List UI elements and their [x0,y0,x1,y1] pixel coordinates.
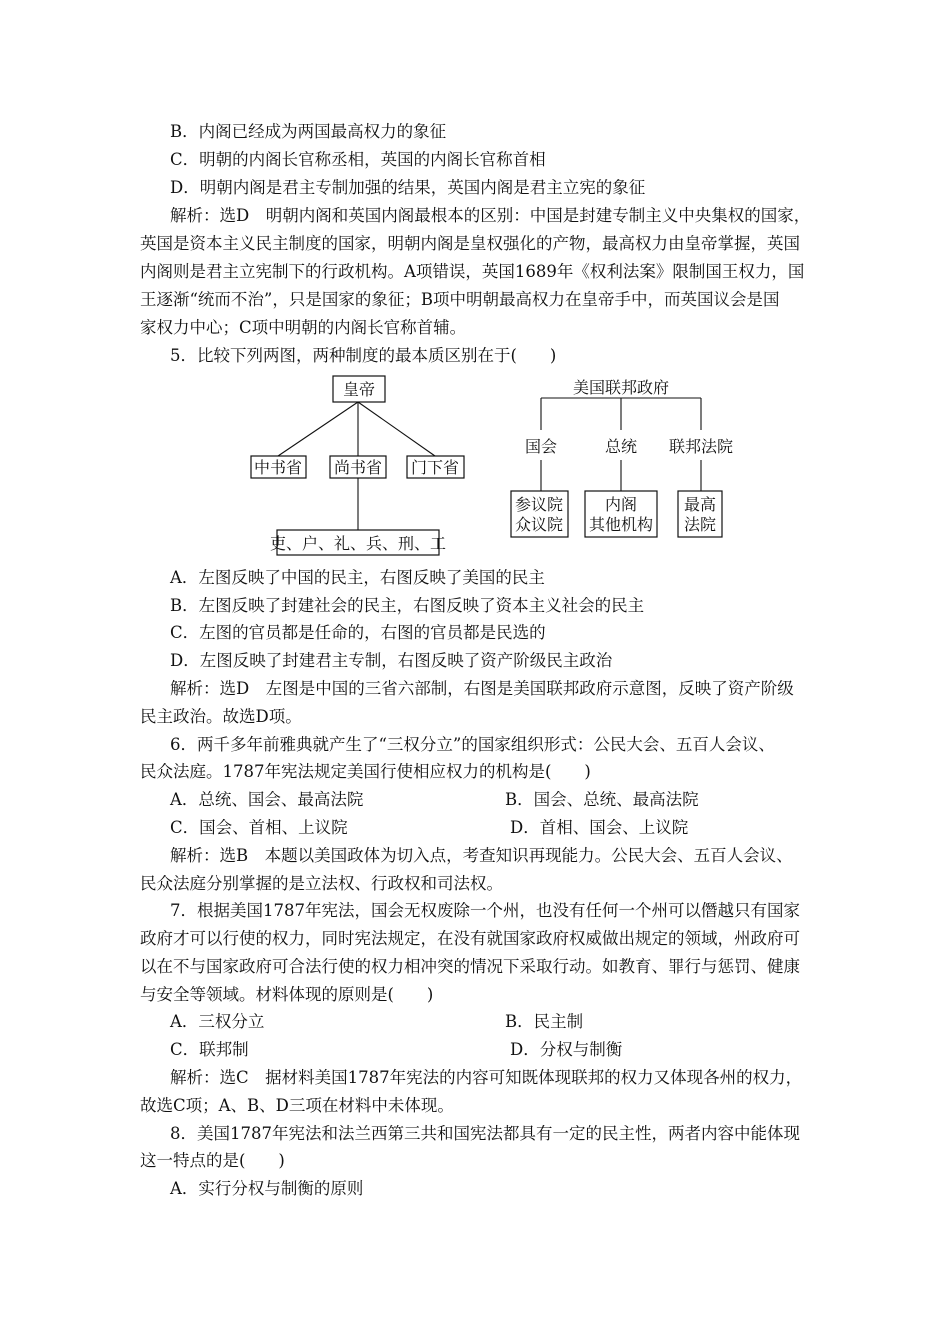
zhongshu-label: 中书省 [253,458,303,477]
q6-stem-line: 6．两千多年前雅典就产生了“三权分立”的国家组织形式：公民大会、五百人会议、 [170,735,775,754]
q6-option-b: B．国会、总统、最高法院 [505,790,699,809]
q4-option-b: B．内阁已经成为两国最高权力的象征 [170,122,447,141]
court-label: 法院 [683,515,717,534]
right-org-chart [511,378,733,537]
q8-stem-line: 8．美国1787年宪法和法兰西第三共和国宪法都具有一定的民主性，两者内容中能体现 [170,1124,800,1143]
q8-stem-line: 这一特点的是( ) [140,1151,285,1170]
q6-option-d: D．首相、国会、上议院 [510,818,689,837]
q7-stem-line: 与安全等领域。材料体现的原则是( ) [140,985,434,1004]
shangshu-label: 尚书省 [333,458,383,477]
q5-stem: 5．比较下列两图，两种制度的最本质区别在于( ) [170,346,557,365]
q4-option-d: D．明朝内阁是君主专制加强的结果，英国内阁是君主立宪的象征 [170,178,646,197]
q4-analysis-line: 王逐渐“统而不治”，只是国家的象征；B项中明朝最高权力在皇帝手中，而英国议会是国 [140,290,780,309]
congress-label: 国会 [524,437,558,456]
q4-analysis-line: 家权力中心；C项中明朝的内阁长官称首辅。 [140,318,467,337]
left-org-chart [251,376,464,555]
president-label: 总统 [604,437,638,456]
q7-stem-line: 7．根据美国1787年宪法，国会无权废除一个州，也没有任何一个州可以僭越只有国家 [170,901,800,920]
q7-analysis-line: 解析：选C 据材料美国1787年宪法的内容可知既体现联邦的权力又体现各州的权力， [170,1068,803,1087]
emperor-label: 皇帝 [342,380,376,399]
q4-analysis-line: 解析：选D 明朝内阁和英国内阁最根本的区别：中国是封建专制主义中央集权的国家， [170,206,811,225]
q4-option-c: C．明朝的内阁长官称丞相，英国的内阁长官称首相 [170,150,546,169]
q5-option-b: B．左图反映了封建社会的民主，右图反映了资本主义社会的民主 [170,596,645,615]
q6-stem-line: 民众法庭。1787年宪法规定美国行使相应权力的机构是( ) [140,762,591,781]
q5-option-d: D．左图反映了封建君主专制，右图反映了资产阶级民主政治 [170,651,613,670]
q4-analysis-line: 英国是资本主义民主制度的国家，明朝内阁是皇权强化的产物，最高权力由皇帝掌握，英国 [140,234,800,253]
menxia-label: 门下省 [410,458,460,477]
q5-option-a: A．左图反映了中国的民主，右图反映了美国的民主 [170,568,545,587]
federal-gov-label: 美国联邦政府 [572,378,670,397]
cabinet-label: 内阁 [604,495,638,514]
q7-stem-line: 以在不与国家政府可合法行使的权力相冲突的情况下采取行动。如教育、罪行与惩罚、健康 [140,957,800,976]
q7-analysis-line: 故选C项；A、B、D三项在材料中未体现。 [140,1096,454,1115]
q6-analysis-line: 民众法庭分别掌握的是立法权、行政权和司法权。 [140,874,503,893]
q6-option-a: A．总统、国会、最高法院 [170,790,364,809]
house-label: 众议院 [514,515,564,534]
q7-option-a: A．三权分立 [170,1012,265,1031]
federal-courts-label: 联邦法院 [668,437,734,456]
q7-stem-line: 政府才可以行使的权力，同时宪法规定，在没有就国家政府权威做出规定的领域，州政府可 [140,929,800,948]
q5-analysis-line: 民主政治。故选D项。 [140,707,302,726]
q5-option-c: C．左图的官员都是任命的，右图的官员都是民选的 [170,623,546,642]
q7-option-b: B．民主制 [505,1012,584,1031]
q4-analysis-line: 内阁则是君主立宪制下的行政机构。A项错误，英国1689年《权利法案》限制国王权力，国 [140,262,805,281]
q8-option-a: A．实行分权与制衡的原则 [170,1179,364,1198]
q7-option-c: C．联邦制 [170,1040,249,1059]
supreme-label: 最高 [683,495,717,514]
q6-option-c: C．国会、首相、上议院 [170,818,348,837]
other-agencies-label: 其他机构 [588,515,654,534]
q6-analysis-line: 解析：选B 本题以美国政体为切入点，考查知识再现能力。公民大会、五百人会议、 [170,846,793,865]
q5-analysis-line: 解析：选D 左图是中国的三省六部制，右图是美国联邦政府示意图，反映了资产阶级 [170,679,794,698]
senate-label: 参议院 [514,495,564,514]
q7-option-d: D．分权与制衡 [510,1040,623,1059]
six-ministries-label: 吏、户、礼、兵、刑、工 [269,534,447,553]
